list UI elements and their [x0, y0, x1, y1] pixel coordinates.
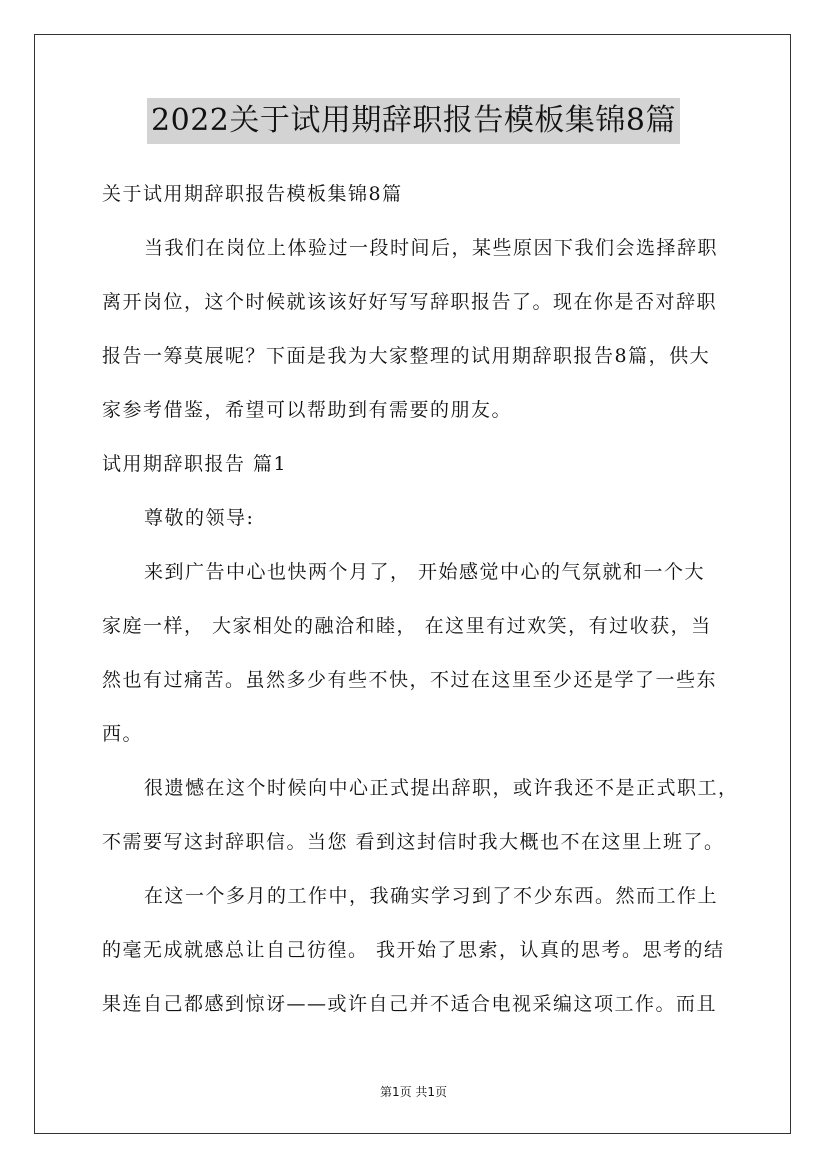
paragraph-line: 然也有过痛苦。虽然多少有些不快，不过在这里至少还是学了一些东 — [102, 669, 718, 691]
paragraph-line: 家参考借鉴，希望可以帮助到有需要的朋友。 — [102, 399, 513, 421]
paragraph-line: 离开岗位，这个时候就该该好好写写辞职报告了。现在你是否对辞职 — [102, 291, 718, 313]
paragraph-line: 在这一个多月的工作中，我确实学习到了不少东西。然而工作上 — [144, 885, 719, 907]
paragraph-line: 的毫无成就感总让自己彷徨。 我开始了思索，认真的思考。思考的结 — [102, 939, 725, 961]
section-heading: 试用期辞职报告 篇1 — [102, 453, 288, 475]
page-number-footer: 第1页 共1页 — [379, 1085, 448, 1099]
paragraph-line: 当我们在岗位上体验过一段时间后，某些原因下我们会选择辞职 — [144, 237, 719, 259]
title-container — [0, 98, 827, 144]
paragraph-line: 果连自己都感到惊讶——或许自己并不适合电视采编这项工作。而且 — [102, 993, 718, 1015]
paragraph-line: 家庭一样， 大家相处的融洽和睦， 在这里有过欢笑，有过收获，当 — [102, 615, 712, 637]
paragraph-line: 报告一筹莫展呢？下面是我为大家整理的试用期辞职报告8篇，供大 — [102, 345, 711, 367]
subtitle-line: 关于试用期辞职报告模板集锦8篇 — [102, 183, 403, 205]
paragraph-line: 很遗憾在这个时候向中心正式提出辞职，或许我还不是正式职工， — [144, 777, 739, 799]
paragraph-line: 西。 — [102, 723, 144, 745]
salutation-line: 尊敬的领导: — [144, 507, 255, 529]
paragraph-line: 来到广告中心也快两个月了， 开始感觉中心的气氛就和一个大 — [144, 561, 706, 583]
paragraph-line: 不需要写这封辞职信。当您 看到这封信时我大概也不在这里上班了。 — [102, 831, 725, 853]
document-title: 2022关于试用期辞职报告模板集锦8篇 — [147, 98, 680, 144]
document-body — [102, 176, 738, 1040]
